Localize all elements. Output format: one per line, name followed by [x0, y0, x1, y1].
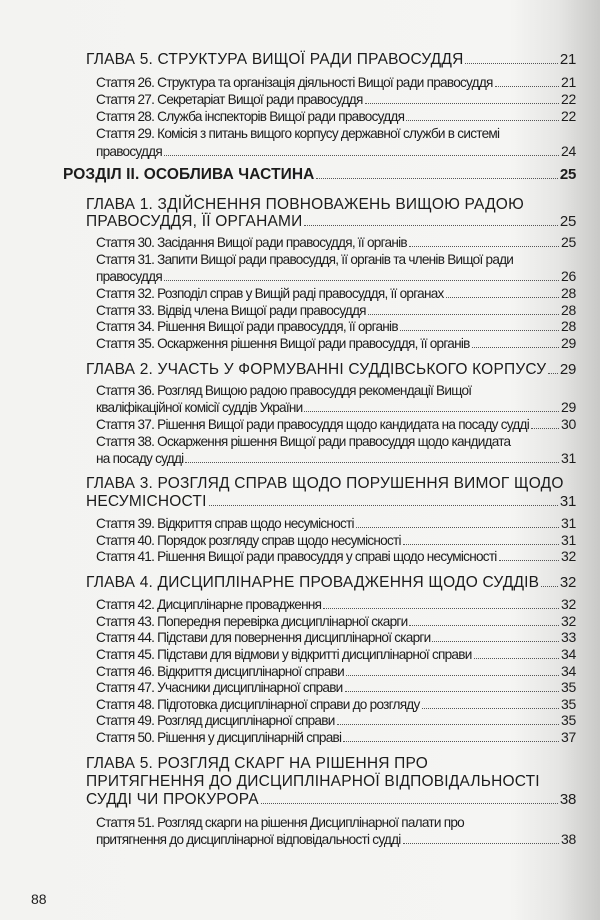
dot-leader	[499, 560, 559, 561]
toc-article[interactable]	[96, 234, 576, 251]
dot-leader	[472, 347, 559, 348]
toc-page: 32	[561, 613, 576, 629]
toc-page: 25	[561, 234, 576, 250]
toc-chapter[interactable]	[86, 213, 576, 231]
toc-chapter-line[interactable]: ГЛАВА 3. РОЗГЛЯД СПРАВ ЩОДО ПОРУШЕННЯ ВИМОГ ЩОДО	[86, 475, 564, 492]
toc-title: Стаття 35. Оскарження рішення Вищої ради правосуддя, її органів	[96, 336, 470, 351]
dot-leader	[495, 86, 559, 87]
toc-article[interactable]	[96, 696, 576, 713]
toc-article-line[interactable]: Стаття 51. Розгляд скарги на рішення Дисциплінарної палати про	[96, 815, 464, 830]
toc-article[interactable]	[96, 515, 576, 532]
toc-chapter[interactable]	[86, 361, 576, 379]
dot-leader	[164, 280, 559, 281]
toc-section[interactable]	[63, 166, 576, 183]
dot-leader	[400, 330, 559, 331]
toc-page: 32	[561, 548, 576, 564]
toc-page: 22	[561, 108, 576, 124]
toc-title: Стаття 49. Розгляд дисциплінарної справи	[96, 713, 335, 728]
toc-page: 35	[561, 696, 576, 712]
toc-title: на посаду судді	[96, 451, 184, 466]
toc-article[interactable]	[96, 302, 576, 319]
toc-title: СУДДІ ЧИ ПРОКУРОРА	[86, 791, 259, 808]
toc-page: 35	[561, 712, 576, 728]
toc-title: Стаття 44. Підстави для повернення дисциплінарної скарги	[96, 630, 431, 645]
toc-page: 21	[561, 74, 576, 90]
toc-title: Стаття 45. Підстави для відмови у відкритті дисциплінарної справи	[96, 647, 472, 662]
dot-leader	[365, 103, 559, 104]
toc-title: Стаття 28. Служба інспекторів Вищої ради правосуддя	[96, 109, 405, 124]
dot-leader	[337, 724, 559, 725]
toc-title: Стаття 47. Учасники дисциплінарної справи	[96, 680, 343, 695]
toc-article-line[interactable]: Стаття 36. Розгляд Вищою радою правосуддя рекомендації Вищої	[96, 383, 472, 398]
toc-title: Стаття 48. Підготовка дисциплінарної справи до розгляду	[96, 697, 420, 712]
toc-title: ПРАВОСУДДЯ, ЇЇ ОРГАНАМИ	[86, 213, 303, 230]
toc-page: 38	[561, 831, 576, 847]
toc-chapter-line[interactable]: ГЛАВА 1. ЗДІЙСНЕННЯ ПОВНОВАЖЕНЬ ВИЩОЮ РАДОЮ	[86, 196, 524, 213]
toc-page: 29	[561, 399, 576, 415]
toc-chapter-line[interactable]: ПРИТЯГНЕННЯ ДО ДИСЦИПЛІНАРНОЇ ВІДПОВІДАЛЬНОСТІ	[86, 773, 540, 790]
toc-title: ГЛАВА 5. СТРУКТУРА ВИЩОЇ РАДИ ПРАВОСУДДЯ	[86, 51, 464, 68]
toc-title: притягнення до дисциплінарної відповідальності судді	[96, 832, 401, 847]
toc-article[interactable]	[96, 532, 576, 549]
toc-chapter-line[interactable]: ГЛАВА 5. РОЗГЛЯД СКАРГ НА РІШЕННЯ ПРО	[86, 755, 428, 772]
toc-title: Стаття 32. Розподіл справ у Вищій раді правосуддя, її органах	[96, 286, 444, 301]
dot-leader	[261, 803, 558, 804]
toc-article[interactable]	[96, 613, 576, 630]
toc-article[interactable]	[96, 663, 576, 680]
toc-page: 34	[561, 663, 576, 679]
dot-leader	[548, 373, 558, 374]
dot-leader	[323, 608, 559, 609]
toc-article-line[interactable]: Стаття 31. Запити Вищої ради правосуддя, її органів та членів Вищої ради	[96, 252, 514, 267]
toc-article[interactable]	[96, 831, 576, 848]
toc-article[interactable]	[96, 74, 576, 91]
toc-title: Стаття 37. Рішення Вищої ради правосуддя щодо кандидата на посаду судді	[96, 417, 530, 432]
toc-page: 21	[559, 51, 576, 68]
toc-title: правосуддя	[96, 144, 162, 159]
toc-title: Стаття 46. Відкриття дисциплінарної справи	[96, 664, 344, 679]
toc-article[interactable]	[96, 646, 576, 663]
toc-title: Стаття 39. Відкриття справ щодо несумісності	[96, 516, 354, 531]
toc-article[interactable]	[96, 143, 576, 160]
toc-page: 37	[561, 729, 576, 745]
dot-leader	[409, 246, 559, 247]
toc-page: 29	[561, 335, 576, 351]
dot-leader	[345, 691, 560, 692]
toc-article-line[interactable]: Стаття 29. Комісія з питань вищого корпусу державної служби в системі	[96, 126, 500, 141]
toc-page: 30	[561, 416, 576, 432]
toc-page: 33	[561, 629, 576, 645]
dot-leader	[343, 741, 559, 742]
dot-leader	[304, 411, 559, 412]
toc-page: 22	[561, 91, 576, 107]
dot-leader	[356, 527, 559, 528]
toc-page: 24	[561, 143, 576, 159]
toc-page: 32	[561, 596, 576, 612]
dot-leader	[368, 314, 559, 315]
toc-page: 32	[559, 574, 576, 591]
toc-chapter[interactable]	[86, 493, 576, 511]
toc-page: 28	[561, 302, 576, 318]
toc-article[interactable]	[96, 285, 576, 302]
toc-article-line[interactable]: Стаття 38. Оскарження рішення Вищої ради правосуддя щодо кандидата	[96, 434, 511, 449]
toc-article[interactable]	[96, 450, 576, 467]
dot-leader	[346, 675, 559, 676]
toc-title: Стаття 33. Відвід члена Вищої ради правосуддя	[96, 303, 366, 318]
dot-leader	[432, 641, 559, 642]
dot-leader	[422, 708, 559, 709]
toc-page: 25	[559, 166, 576, 183]
dot-leader	[304, 225, 557, 226]
toc-page: 35	[561, 679, 576, 695]
toc-article[interactable]	[96, 596, 576, 613]
toc-title: Стаття 27. Секретаріат Вищої ради правосуддя	[96, 92, 363, 107]
toc-page: 31	[561, 515, 576, 531]
toc-title: Стаття 34. Рішення Вищої ради правосуддя, її органів	[96, 319, 398, 334]
toc-chapter[interactable]	[86, 51, 576, 69]
toc-title: Стаття 42. Дисциплінарне провадження	[96, 597, 322, 612]
dot-leader	[474, 658, 559, 659]
toc-title: ГЛАВА 4. ДИСЦИПЛІНАРНЕ ПРОВАДЖЕННЯ ЩОДО СУДДІВ	[86, 574, 540, 591]
toc-page: 25	[559, 213, 576, 230]
toc-title: Стаття 41. Рішення Вищої ради правосуддя у справі щодо несумісності	[96, 549, 497, 564]
toc-page: 28	[561, 285, 576, 301]
toc-article[interactable]	[96, 679, 576, 696]
toc-article[interactable]	[96, 268, 576, 285]
toc-page: 34	[561, 646, 576, 662]
toc-title: ГЛАВА 2. УЧАСТЬ У ФОРМУВАННІ СУДДІВСЬКОГО КОРПУСУ	[86, 361, 547, 378]
toc-article[interactable]	[96, 712, 576, 729]
toc-chapter[interactable]	[86, 791, 576, 809]
toc-article[interactable]	[96, 108, 576, 125]
dot-leader	[403, 544, 559, 545]
toc-title: Стаття 50. Рішення у дисциплінарній справі	[96, 730, 342, 745]
toc-chapter[interactable]	[86, 574, 576, 592]
dot-leader	[465, 63, 557, 64]
toc-title: НЕСУМІСНОСТІ	[86, 493, 207, 510]
toc-article[interactable]	[96, 318, 576, 335]
toc-page: 29	[559, 361, 576, 378]
dot-leader	[403, 843, 559, 844]
toc-article[interactable]	[96, 729, 576, 746]
dot-leader	[541, 586, 558, 587]
toc-article[interactable]	[96, 629, 576, 646]
toc-title: правосуддя	[96, 269, 162, 284]
toc-article[interactable]	[96, 335, 576, 352]
toc-article[interactable]	[96, 416, 576, 433]
toc-article[interactable]	[96, 399, 576, 416]
toc-title: Стаття 26. Структура та організація діяльності Вищої ради правосуддя	[96, 75, 493, 90]
dot-leader	[316, 178, 557, 179]
toc-page: 31	[559, 493, 576, 510]
toc-page: 26	[561, 268, 576, 284]
dot-leader	[209, 505, 558, 506]
toc-article[interactable]	[96, 548, 576, 565]
toc-page: 31	[561, 532, 576, 548]
dot-leader	[164, 155, 559, 156]
toc-page: 28	[561, 318, 576, 334]
toc-title: РОЗДІЛ II. ОСОБЛИВА ЧАСТИНА	[63, 166, 315, 183]
dot-leader	[446, 297, 559, 298]
dot-leader	[531, 428, 559, 429]
toc-title: кваліфікаційної комісії суддів України	[96, 400, 303, 415]
dot-leader	[406, 120, 559, 121]
dot-leader	[409, 625, 559, 626]
toc-title: Стаття 30. Засідання Вищої ради правосуддя, її органів	[96, 235, 407, 250]
toc-article[interactable]	[96, 91, 576, 108]
toc-page: 38	[559, 791, 576, 808]
toc-title: Стаття 43. Попередня перевірка дисциплінарної скарги	[96, 614, 408, 629]
toc-title: Стаття 40. Порядок розгляду справ щодо несумісності	[96, 533, 401, 548]
dot-leader	[185, 462, 559, 463]
page-number: 88	[31, 891, 47, 907]
toc-page: 31	[561, 450, 576, 466]
